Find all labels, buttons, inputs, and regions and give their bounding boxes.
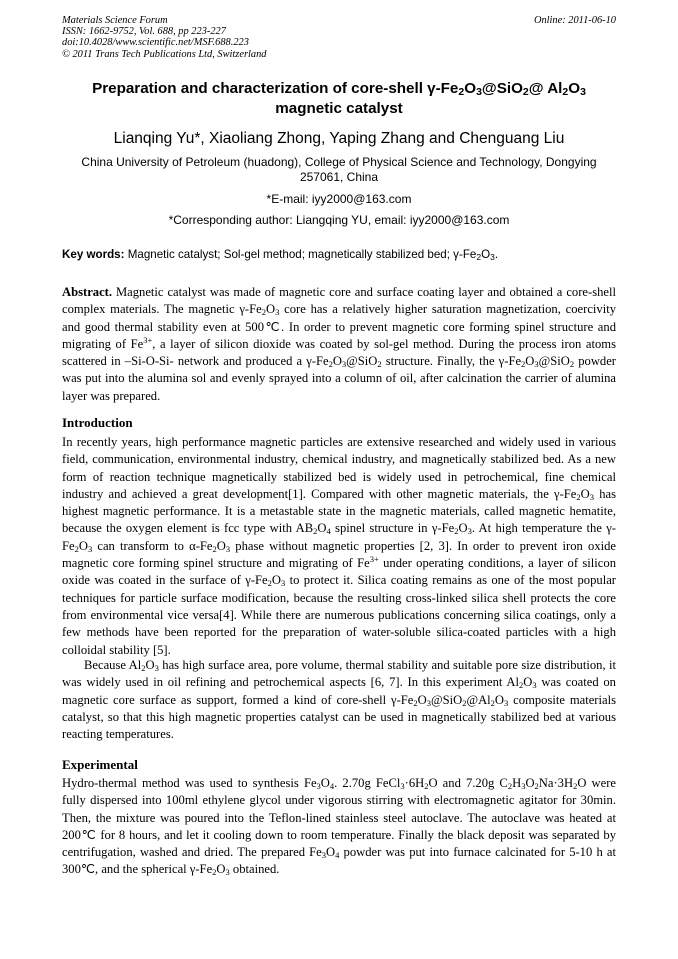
- affiliation: China University of Petroleum (huadong), College of Physical Science and Technology, Dongying 257061, China: [81, 155, 597, 184]
- journal-name: Materials Science Forum: [62, 15, 168, 26]
- journal-header: [62, 15, 616, 60]
- keywords-label: Key words:: [62, 248, 125, 261]
- introduction-paragraph-2: Because $Al_2O_3$ has high surface area, pore volume, thermal stability and suitable pore size distribution, it was widely used in oil refining and petrochemical aspects [6, 7]. In this experiment $Al_2O_3$ was coated on magnetic core surface as support, formed a kind of core-shell $\gamma-Fe_2O_3@SiO_2@Al_2O_3$ composite materials catalyst, so that this high magnetic properties catalyst can be used in magnetically stabilized bed at various reacting temperatures.: [62, 658, 616, 742]
- experimental-paragraph: Hydro-thermal method was used to synthesis $Fe_3O_4$. 2.70g $FeCl_3\cdot 6H_2O$ and 7.20g $C_2H_3O_2Na\cdot 3H_2O$ were fully dispersed into 100ml ethylene glycol under vigorous stirring with electromagnetic agitator for 30min. Then, the mixture was poured into the Teflon-lined stainless steel autoclave. The autoclave was heated at 200℃ for 8 hours, and let it cooling down to room temperature. Finally the black deposit was separated by centrifugation, washed and dried. The prepared $Fe_3O_4$ powder was put into furnace calcinated for 5-10 h at 300℃, and the spherical $\gamma-Fe_2O_3$ obtained.: [62, 776, 617, 878]
- abstract: Abstract. Magnetic catalyst was made of magnetic core and surface coating layer and obtained a core-shell complex materials. The magnetic $\gamma-Fe_2O_3$ core has a relatively higher saturation magnetization, coercivity and good thermal stability even at 500℃. In order to prevent magnetic core forming spinel structure and migrating of $Fe^{3+}$, a layer of silicon dioxide was coated by sol-gel method. During the process iron atoms scattered in –Si-O-Si- network and produced a $\gamma-Fe_2O_3@SiO_2$ structure. Finally, the $\gamma-Fe_2O_3@SiO_2$ powder was put into the alumina sol and evenly sprayed into a column of oil, after calcination the carrier of alumina layer was prepared.: [62, 285, 617, 403]
- doi-line: doi:10.4028/www.scientific.net/MSF.688.223: [62, 37, 249, 49]
- author-email: *E-mail: iyy2000@163.com: [266, 192, 412, 206]
- corresponding-author: *Corresponding author: Liangqing YU, email: iyy2000@163.com: [168, 213, 510, 227]
- paper-title: Preparation and characterization of core-shell $\gamma-Fe_2O_3@SiO_2@$ $Al_2O_3$ magnetic catalyst: [92, 80, 586, 117]
- issn-line: ISSN: 1662-9752, Vol. 688, pp 223-227: [62, 26, 226, 38]
- copyright-line: © 2011 Trans Tech Publications Ltd, Switzerland: [62, 48, 267, 60]
- experimental-heading: Experimental: [62, 757, 138, 772]
- author-list: Lianqing Yu*, Xiaoliang Zhong, Yaping Zhang and Chenguang Liu: [113, 130, 565, 147]
- keywords: Key words: Magnetic catalyst; Sol-gel method; magnetically stabilized bed; $\gamma-Fe_2O_3$.: [62, 248, 499, 262]
- online-date: Online: 2011-06-10: [533, 15, 616, 26]
- abstract-label: Abstract.: [62, 285, 113, 299]
- introduction-heading: Introduction: [62, 415, 133, 430]
- introduction-paragraph-1: In recently years, high performance magnetic particles are extensive researched and widely used in various field, communication, environmental industry, chemical industry, and magnetically stabilized bed. As a new form of reaction technique magnetically stabilized bed is widely used in petrochemical, fine chemical industry and achieved a great development[1]. Compared with other magnetic materials, the $\gamma-Fe_2O_3$ has highest magnetic performance. It is a metastable state in the magnetic materials, called magnetic hematite, because the oxygen element is fcc type with $AB_2O_4$ spinel structure in $\gamma-Fe_2O_3$. At high temperature the $\gamma-Fe_2O_3$ can transform to $\alpha-Fe_2O_3$ phase without magnetic properties [2, 3]. In order to prevent iron oxide magnetic core forming spinel structure and migrating of $Fe^{3+}$ under operating conditions, a layer of silicon oxide was coated in the surface of $\gamma-Fe_2O_3$ to protect it. Silica coating remains as one of the most popular techniques for particle surface modification, because the resulting cross-linked silica shell protects the core from environmental vice versa[4]. While there are numerous publications concerning silica coatings, only a few methods have been reported for the preparation of water-soluble silica-coated particles with a high colloidal stability [5].: [62, 435, 617, 657]
